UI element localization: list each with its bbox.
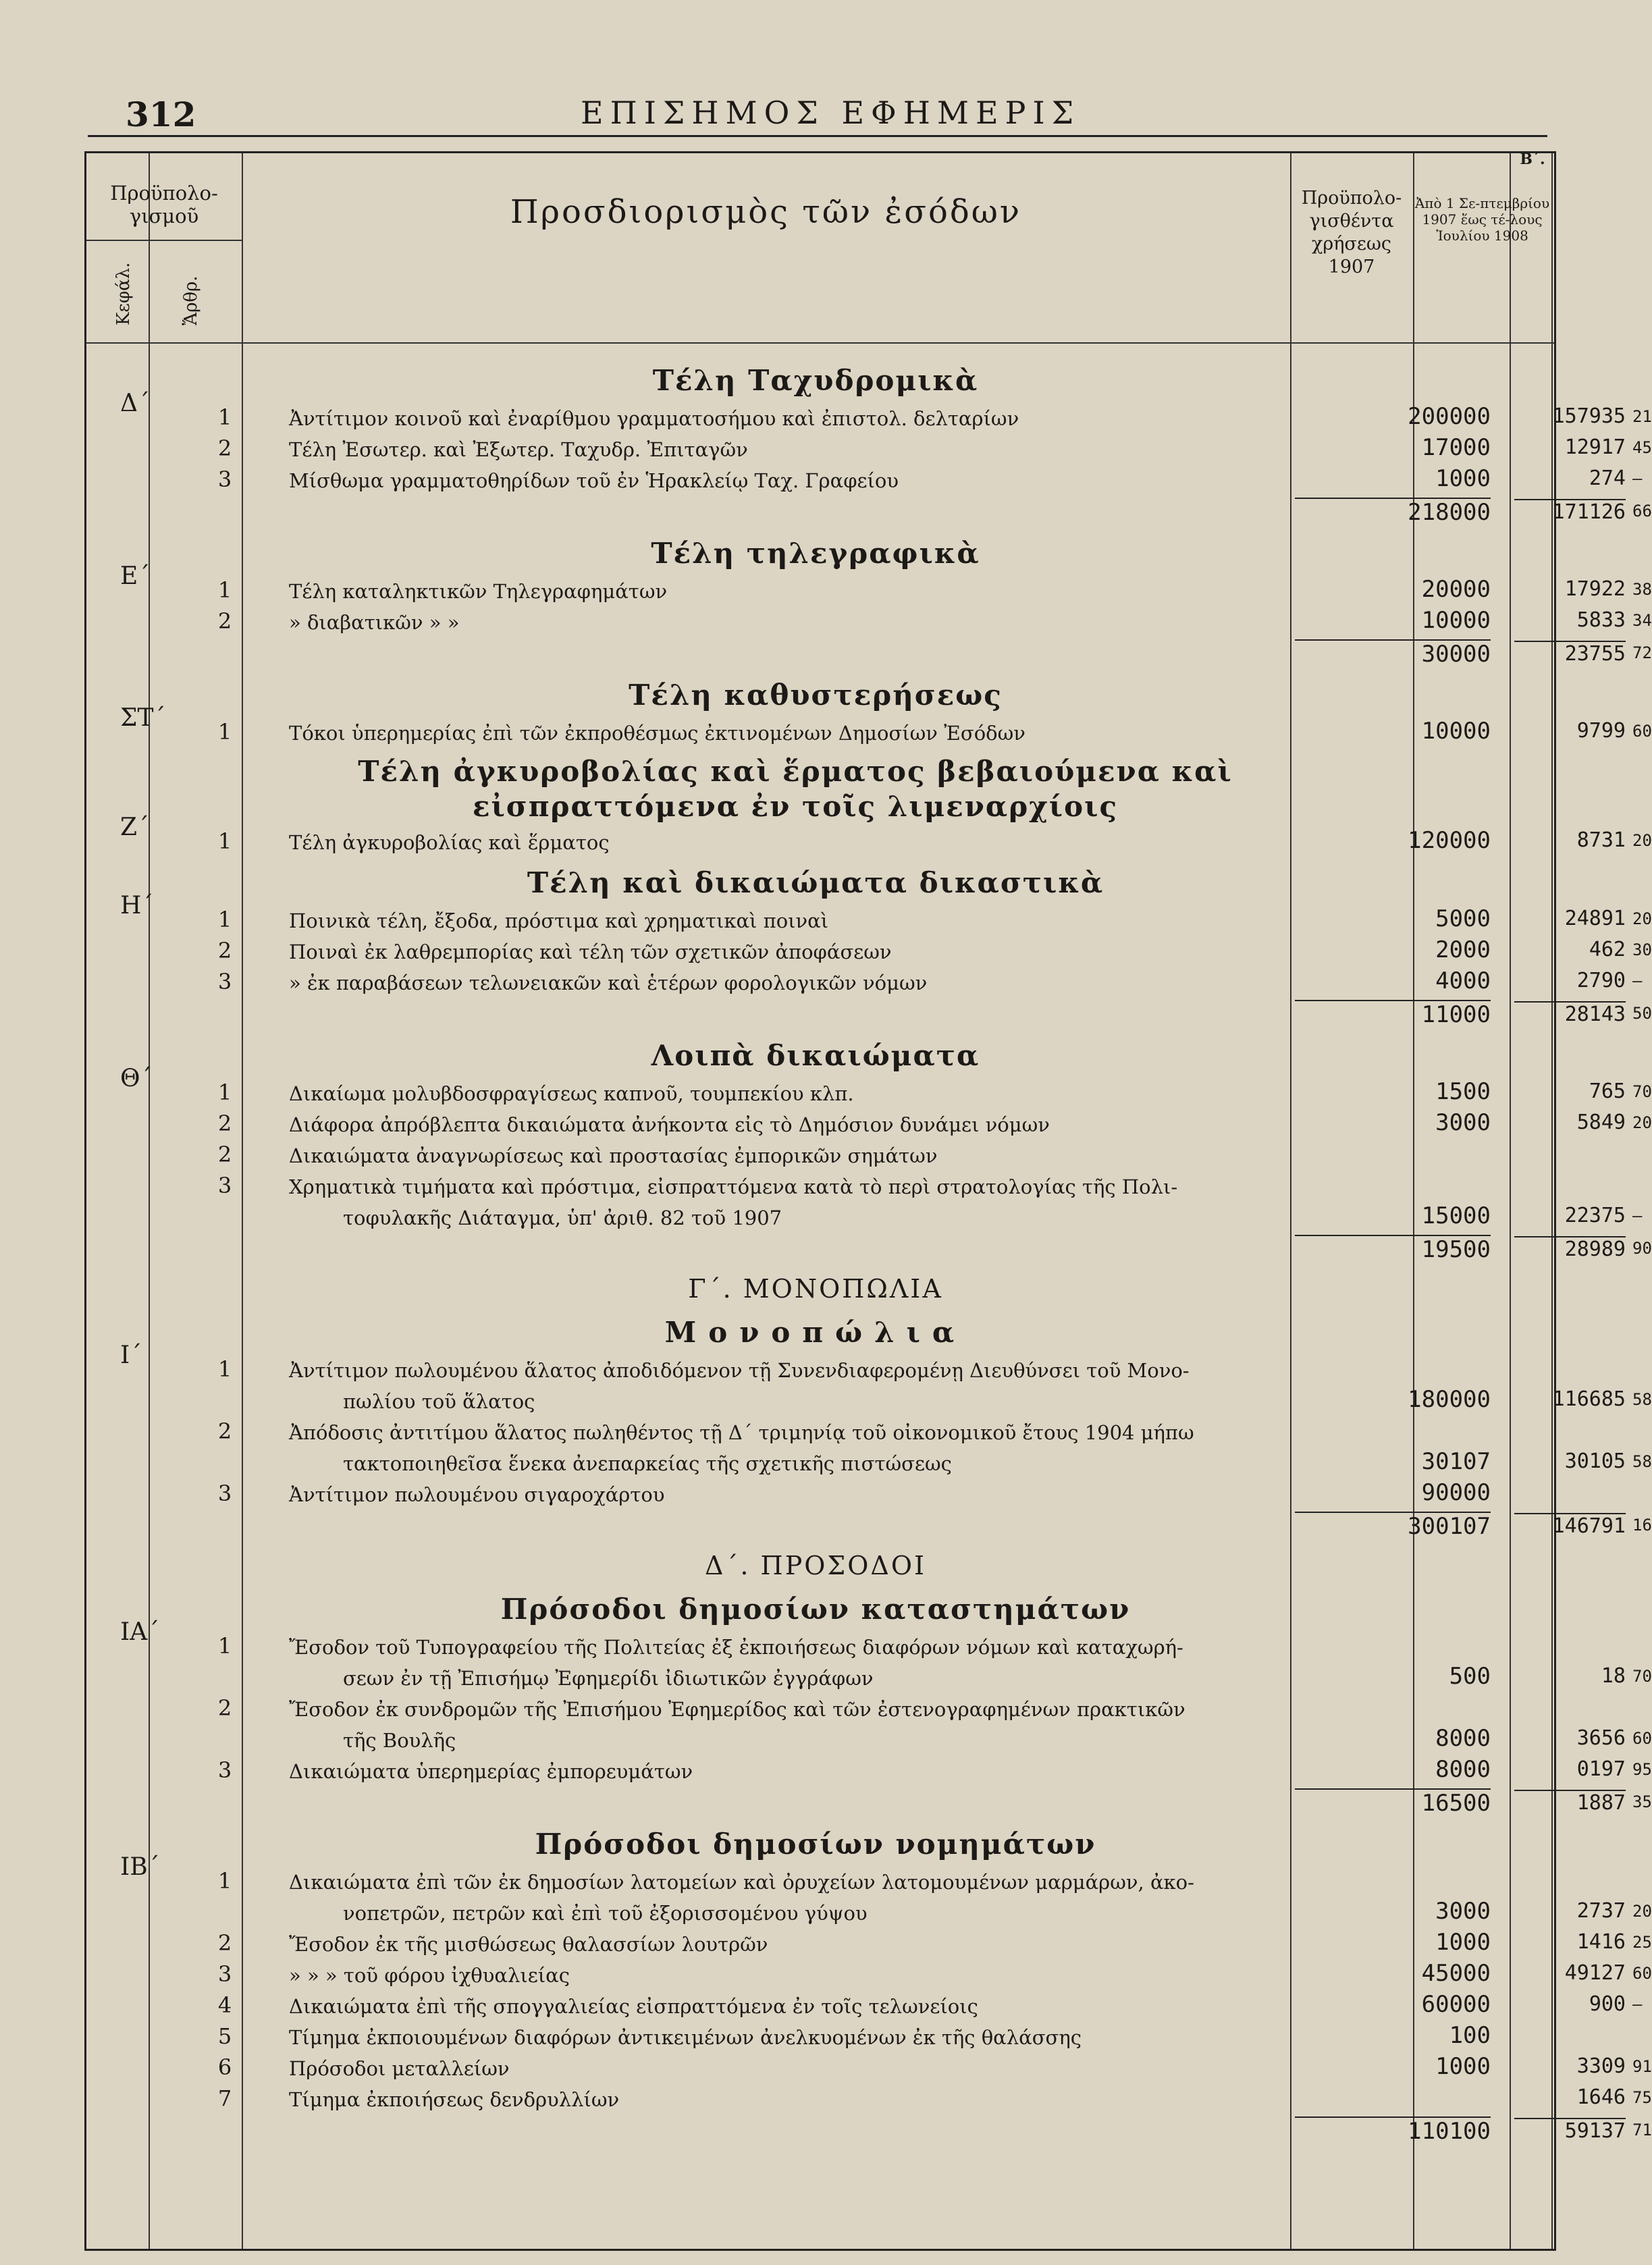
sect-row [86,1584,1558,1646]
article-number: 1 [217,1633,232,1659]
forecast-total: 19500 [1295,1235,1491,1263]
table-row [86,2053,1652,2084]
forecast-amount: 20000 [1421,576,1491,603]
forecast-amount: 100 [1449,2022,1491,2049]
article-number: 2 [217,608,232,634]
forecast-amount: 60000 [1421,1991,1491,2018]
section-heading: Πρόσοδοι δημοσίων καταστημάτων [500,1593,1131,1626]
table-row [86,1479,1558,1510]
realized-cents: 71 [1632,2121,1652,2139]
article-number: 3 [217,969,232,994]
item-description-cont: τακτοποιηθεῖσα ἕνεκα ἀνεπαρκείας τῆς σχετικῆς πιστώσεως [343,1452,952,1475]
realized-cents: 45 [1632,438,1652,457]
item-description: » διαβατικῶν » » [289,611,460,634]
item-description-cont: σεων ἐν τῇ Ἐπισήμῳ Ἐφημερίδι ἰδιωτικῶν ἐγγράφων [343,1667,874,1690]
total-row [86,638,1652,670]
forecast-total: 16500 [1295,1788,1491,1817]
main-header: Προσδιορισμὸς τῶν ἐσόδων [510,193,1022,231]
realized-amount: 1646 [1576,2085,1626,2109]
realized-cents: 38 [1632,580,1652,599]
article-number: 1 [217,1080,232,1105]
item-description: Ποιναὶ ἐκ λαθρεμπορίας καὶ τέλη τῶν σχετικῶν ἀποφάσεων [289,940,892,963]
realized-amount: 274 [1589,467,1626,490]
table-row [86,1109,1652,1140]
table-row [86,1171,1643,1233]
item-description: Δικαιώματα ἐπὶ τῆς σπογγαλιείας εἰσπραττόμενα ἐν τοῖς τελωνείοις [289,1995,978,2018]
chapter-number: Η΄ [120,892,154,920]
table-row [86,1140,1558,1171]
table-row [86,465,1643,496]
realized-total: 23755 [1514,641,1626,666]
realized-amount: 2737 [1576,1899,1626,1923]
total-row [86,496,1652,529]
table-row [86,1960,1652,1991]
realized-amount: 2790 [1576,969,1626,992]
item-description: Τίμημα ἐκποιήσεως δενδρυλλίων [289,2088,620,2111]
page-number: 312 [126,95,196,134]
table-row [86,1867,1652,1929]
realized-amount: 49127 [1564,1961,1626,1985]
subsection-heading: Γ΄. ΜΟΝΟΠΩΛΙΑ [688,1274,943,1304]
article-number: 1 [217,907,232,932]
item-description: Ποινικὰ τέλη, ἔξοδα, πρόστιμα καὶ χρηματικαὶ ποιναὶ [289,909,829,932]
realized-cents: 21 [1632,407,1652,426]
realized-amount: 3309 [1576,2054,1626,2078]
realized-amount: 5849 [1576,1111,1626,1134]
table-row [86,1756,1652,1787]
realized-amount: 5833 [1576,608,1626,632]
realized-cents: 25 [1632,1933,1652,1952]
item-description: Διάφορα ἀπρόβλεπτα δικαιώματα ἀνήκοντα εἰς τὸ Δημόσιον δυνάμει νόμων [289,1113,1050,1136]
realized-cents: 34 [1632,611,1652,630]
realized-amount: 17922 [1564,577,1626,601]
item-description-cont: πωλίου τοῦ ἅλατος [343,1390,535,1413]
table-row [86,2084,1652,2115]
table-row [86,2022,1558,2053]
article-number: 2 [217,1695,232,1721]
forecast-total: 218000 [1295,498,1491,526]
forecast-amount: 17000 [1421,434,1491,461]
table-row [86,576,1652,607]
section-heading: Μονοπώλια [664,1316,967,1349]
forecast-amount: 1000 [1435,2053,1491,2080]
realized-total: 1887 [1514,1790,1626,1815]
article-number: 2 [217,1418,232,1444]
realized-amount: 0197 [1576,1757,1626,1781]
section-heading: Τέλη καὶ δικαιώματα δικαστικὰ [527,866,1104,899]
article-header: Ἄρθρ. [181,275,201,325]
article-number: 1 [217,828,232,854]
realized-amount: 157935 [1552,404,1626,428]
article-number: 2 [217,938,232,963]
item-description: Τέλη ἀγκυροβολίας καὶ ἕρματος [289,831,610,854]
table-row [86,1417,1652,1479]
table-row [86,905,1652,936]
article-number: 1 [217,1868,232,1894]
table-row [86,936,1652,967]
realized-cents: 58 [1632,1452,1652,1471]
item-description: Ἔσοδον ἐκ τῆς μισθώσεως θαλασσίων λουτρῶν [289,1933,768,1956]
item-description: » ἐκ παραβάσεων τελωνειακῶν καὶ ἑτέρων φορολογικῶν νόμων [289,971,928,994]
section-heading: Λοιπὰ δικαιώματα [651,1039,980,1072]
article-number: 4 [217,1992,232,2018]
realized-amount: 462 [1589,938,1626,961]
realized-cents: 20 [1632,909,1652,928]
realized-amount: 8731 [1576,828,1626,852]
item-description: Ἀντίτιμον πωλουμένου σιγαροχάρτου [289,1483,665,1506]
item-description: Ἀντίτιμον πωλουμένου ἅλατος ἀποδιδόμενον τῇ Συνενδιαφερομένῃ Διευθύνσει τοῦ Μονο- [289,1359,1190,1382]
table-row [86,1991,1643,2022]
sub-row [86,1543,1558,1584]
chapter-number: Δ΄ [120,390,150,417]
running-title: ΕΠΙΣΗΜΟΣ ΕΦΗΜΕΡΙΣ [581,95,1081,131]
forecast-amount: 180000 [1408,1386,1491,1413]
table-row [86,607,1652,638]
table-row [86,967,1643,998]
forecast-header: Προϋπολο-γισθέντα χρήσεως 1907 [1301,188,1402,277]
header-divider [86,342,1554,344]
item-description: Μίσθωμα γραμματοθηρίδων τοῦ ἐν Ἡρακλείῳ Ταχ. Γραφείου [289,469,899,492]
realized-cents: 60 [1632,722,1652,741]
forecast-amount: 10000 [1421,718,1491,745]
total-row [86,1233,1652,1266]
article-number: 1 [217,404,232,430]
article-number: 1 [217,577,232,603]
item-description-cont: τῆς Βουλῆς [343,1729,456,1752]
article-number: 2 [217,435,232,461]
realized-amount: 765 [1589,1080,1626,1103]
realized-cents: 20 [1632,831,1652,850]
item-description: Τίμημα ἐκποιουμένων διαφόρων ἀντικειμένων ἀνελκυομένων ἐκ τῆς θαλάσσης [289,2026,1082,2049]
realized-cents: 35 [1632,1792,1652,1811]
realized-cents: 70 [1632,1082,1652,1101]
realized-amount: 22375 [1564,1204,1626,1227]
chapter-number: Θ΄ [120,1065,153,1092]
realized-cents: — [1632,1206,1643,1225]
table-row [86,403,1652,434]
article-number: 1 [217,719,232,745]
sect-row [86,1819,1558,1881]
realized-amount: 30105 [1564,1449,1626,1473]
total-row [86,1510,1652,1543]
article-number: 5 [217,2023,232,2049]
realized-amount: 9799 [1576,719,1626,743]
realized-total: 59137 [1514,2118,1626,2143]
item-description: Δικαιώματα ἀναγνωρίσεως καὶ προστασίας ἐμπορικῶν σημάτων [289,1144,938,1167]
budget-divider [86,240,242,241]
realized-amount: 12917 [1564,435,1626,459]
realized-total: 171126 [1514,499,1626,524]
realized-amount: 18 [1601,1664,1626,1688]
realized-cents: 58 [1632,1390,1652,1409]
table-row [86,718,1652,749]
sub-row [86,1266,1558,1308]
chapter-number: ΙΒ΄ [120,1853,160,1881]
total-row [86,2115,1652,2148]
item-description: Τέλη καταληκτικῶν Τηλεγραφημάτων [289,580,668,603]
forecast-amount: 3000 [1435,1109,1491,1136]
article-number: 2 [217,1111,232,1136]
chapter-number: ΣΤ΄ [120,704,166,732]
forecast-amount: 1500 [1435,1078,1491,1105]
header-rule [88,135,1547,137]
item-description: Πρόσοδοι μεταλλείων [289,2057,510,2080]
item-description: » » » τοῦ φόρου ἰχθυαλιείας [289,1964,570,1987]
item-description-cont: νοπετρῶν, πετρῶν καὶ ἐπὶ τοῦ ἐξορισσομένου γύψου [343,1902,868,1925]
realized-cents: 95 [1632,1760,1652,1779]
realized-amount: 1416 [1576,1930,1626,1954]
realized-cents: 70 [1632,1667,1652,1686]
realized-cents: 75 [1632,2088,1652,2107]
total-row [86,998,1652,1031]
chapter-header: Κεφάλ. [113,262,134,325]
realized-cents: 91 [1632,2057,1652,2076]
realized-amount: 3656 [1576,1726,1626,1750]
forecast-amount: 2000 [1435,936,1491,963]
realized-cents: 66 [1632,502,1652,521]
forecast-amount: 8000 [1435,1756,1491,1783]
forecast-amount: 30107 [1421,1448,1491,1475]
article-number: 1 [217,1356,232,1382]
article-number: 2 [217,1142,232,1167]
realized-cents: — [1632,971,1643,990]
forecast-amount: 1000 [1435,1929,1491,1956]
subsection-heading: Δ΄. ΠΡΟΣΟΔΟΙ [704,1551,927,1580]
forecast-amount: 45000 [1421,1960,1491,1987]
realized-total: 28989 [1514,1236,1626,1261]
table-row [86,1694,1652,1756]
forecast-amount: 4000 [1435,967,1491,994]
article-number: 3 [217,467,232,492]
realized-cents: — [1632,1995,1643,2014]
chapter-number: Ι΄ [120,1341,142,1369]
item-description: Δικαιώματα ἐπὶ τῶν ἐκ δημοσίων λατομείων καὶ ὀρυχείων λατομουμένων μαρμάρων, ἀκο- [289,1871,1194,1894]
section-heading: Τέλη Ταχυδρομικὰ [652,364,979,397]
realized-amount: 116685 [1552,1387,1626,1411]
realized-cents: 90 [1632,1239,1652,1258]
realized-cents: — [1632,469,1643,488]
sect-row [86,1308,1558,1369]
forecast-amount: 8000 [1435,1725,1491,1752]
forecast-amount: 3000 [1435,1898,1491,1925]
realized-cents: 60 [1632,1964,1652,1983]
article-number: 7 [217,2085,232,2111]
corner-mark: Β΄. [1520,151,1545,168]
item-description: Χρηματικὰ τιμήματα καὶ πρόστιμα, εἰσπραττόμενα κατὰ τὸ περὶ στρατολογίας τῆς Πολι- [289,1175,1178,1198]
realized-cents: 20 [1632,1113,1652,1132]
realized-cents: 72 [1632,643,1652,662]
section-heading: Πρόσοδοι δημοσίων νομημάτων [535,1828,1096,1861]
table-row [86,1632,1652,1694]
forecast-total: 11000 [1295,1000,1491,1028]
forecast-amount: 5000 [1435,905,1491,932]
table-row [86,1929,1652,1960]
table-row [86,1078,1652,1109]
article-number: 2 [217,1930,232,1956]
realized-total: 28143 [1514,1001,1626,1026]
chapter-number: ΙΑ΄ [120,1618,160,1646]
item-description: Τόκοι ὑπερημερίας ἐπὶ τῶν ἐκπροθέσμως ἐκτινομένων Δημοσίων Ἐσόδων [289,722,1025,745]
item-description: Ἀπόδοσις ἀντιτίμου ἅλατος πωληθέντος τῇ Δ΄ τριμηνίᾳ τοῦ οἰκονομικοῦ ἔτους 1904 μήπω [289,1421,1194,1444]
section-heading: Τέλη καθυστερήσεως [629,678,1003,712]
forecast-amount: 10000 [1421,607,1491,634]
total-row [86,1787,1652,1819]
forecast-amount: 15000 [1421,1202,1491,1229]
table-row [86,434,1652,465]
realized-amount: 900 [1589,1992,1626,2016]
table-row [86,1355,1652,1417]
table-row [86,827,1652,858]
article-number: 3 [217,1961,232,1987]
budget-header: Προϋπολο-γισμοῦ [110,182,218,228]
revenue-table [84,151,1652,2251]
forecast-total: 300107 [1295,1512,1491,1540]
realized-cents: 30 [1632,940,1652,959]
realized-cents: 60 [1632,1729,1652,1748]
chapter-number: Ζ΄ [120,814,150,841]
forecast-amount: 120000 [1408,827,1491,854]
item-description: Τέλη Ἐσωτερ. καὶ Ἐξωτερ. Ταχυδρ. Ἐπιταγῶν [289,438,748,461]
realized-amount: 24891 [1564,907,1626,930]
item-description: Ἔσοδον ἐκ συνδρομῶν τῆς Ἐπισήμου Ἐφημερίδος καὶ τῶν ἐστενογραφημένων πρακτικῶν [289,1698,1185,1721]
section-heading: Τέλη τηλεγραφικὰ [651,537,980,570]
item-description: Δικαίωμα μολυβδοσφραγίσεως καπνοῦ, τουμπεκίου κλπ. [289,1082,854,1105]
realized-total: 146791 [1514,1513,1626,1538]
forecast-total: 110100 [1295,2116,1491,2145]
item-description: Δικαιώματα ὑπερημερίας ἐμπορευμάτων [289,1760,693,1783]
realized-cents: 50 [1632,1004,1652,1023]
forecast-amount: 200000 [1408,403,1491,430]
realized-header: Ἀπὸ 1 Σε-πτεμβρίου 1907 ἕως τέ-λους Ἰουλίου 1908 [1414,195,1550,244]
forecast-amount: 1000 [1435,465,1491,492]
forecast-total: 30000 [1295,639,1491,668]
realized-cents: 16 [1632,1516,1652,1535]
item-description-cont: τοφυλακῆς Διάταγμα, ὑπ' ἀριθ. 82 τοῦ 1907 [343,1206,782,1229]
article-number: 3 [217,1757,232,1783]
chapter-number: Ε΄ [120,562,151,590]
forecast-amount: 500 [1449,1663,1491,1690]
article-number: 3 [217,1173,232,1198]
forecast-amount: 90000 [1421,1479,1491,1506]
article-number: 6 [217,2054,232,2080]
item-description: Ἀντίτιμον κοινοῦ καὶ ἐναρίθμου γραμματοσήμου καὶ ἐπιστολ. δελταρίων [289,407,1019,430]
section-heading: Τέλη ἀγκυροβολίας καὶ ἕρματος βεβαιούμενα καὶ εἰσπραττόμενα ἐν τοῖς λιμεναρχίοις [358,755,1233,823]
article-number: 3 [217,1481,232,1506]
realized-cents: 20 [1632,1902,1652,1921]
item-description: Ἔσοδον τοῦ Τυπογραφείου τῆς Πολιτείας ἐξ ἐκποιήσεως διαφόρων νόμων καὶ καταχωρή- [289,1636,1183,1659]
